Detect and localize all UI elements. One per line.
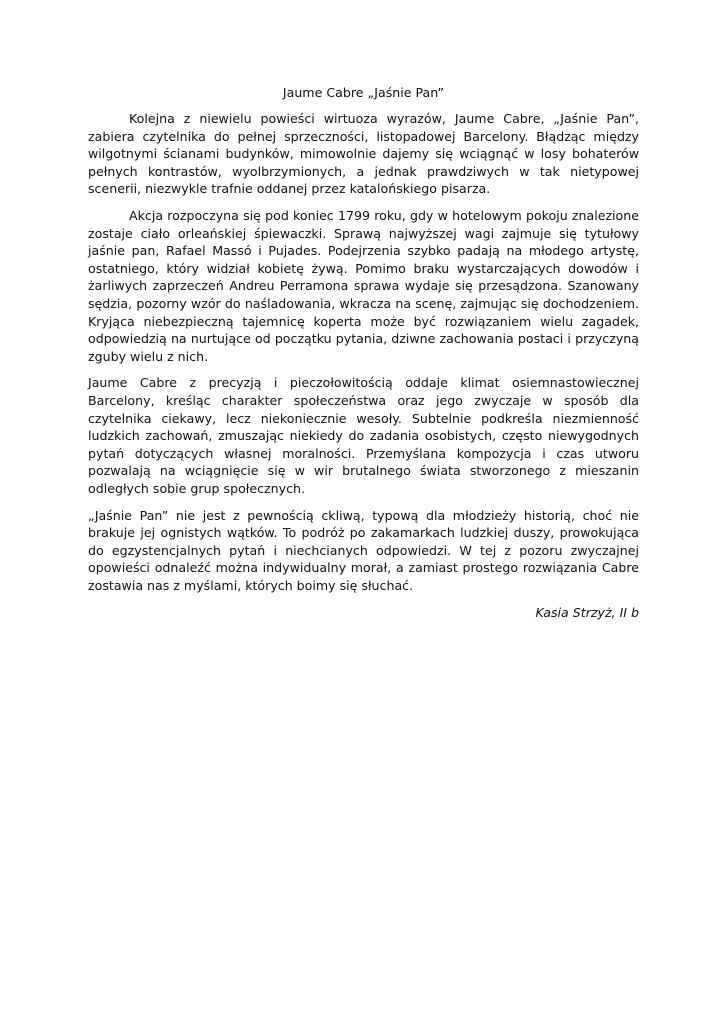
paragraph-plot: Akcja rozpoczyna się pod koniec 1799 roku, gdy w hotelowym pokoju znalezione zostaje ciało orleańskiej śpiewaczki. Sprawą najwyższej wagi zajmuje się tytułowy jaśnie pan, Rafael Massó i Pujades. Podejrzenia szybko padają na młodego artystę, ostatniego, który widział kobietę żywą. Pomimo braku wystarczających dowodów i żarliwych zaprzeczeń Andreu Perramona sprawa wydaje się przesądzona. Szanowany sędzia, pozorny wzór do naśladowania, wkracza na scenę, zajmując się dochodzeniem. Kryjąca niebezpieczną tajemnicę koperta może być rozwiązaniem wielu zagadek, odpowiedzią na nurtujące od początku pytania, dziwne zachowania postaci i przyczyną zguby wielu z nich. <box>88 208 639 364</box>
document-page <box>88 84 639 621</box>
paragraph-intro: Kolejna z niewielu powieści wirtuoza wyrazów, Jaume Cabre, „Jaśnie Pan”, zabiera czytelnika do pełnej sprzeczności, listopadowej Barcelony. Błądząc między wilgotnymi ścianami budynków, mimowolnie dajemy się wciągnąć w losy bohaterów pełnych kontrastów, wyolbrzymionych, a jednak prawdziwych w tak nietypowej scenerii, niezwykle trafnie oddanej przez katalońskiego pisarza. <box>88 111 639 197</box>
paragraph-style: Jaume Cabre z precyzją i pieczołowitością oddaje klimat osiemnastowiecznej Barcelony, kreśląc charakter społeczeństwa oraz jego zwyczaje w sposób dla czytelnika ciekawy, lecz niekoniecznie wesoły. Subtelnie podkreśla niezmienność ludzkich zachowań, zmuszając niekiedy do zadania osobistych, często niewygodnych pytań dotyczących własnej moralności. Przemyślana kompozycja i czas utworu pozwalają na wciągnięcie się w wir brutalnego świata stworzonego z mieszanin odległych sobie grup społecznych. <box>88 375 639 496</box>
document-title: Jaume Cabre „Jaśnie Pan” <box>282 85 445 100</box>
paragraph-conclusion: „Jaśnie Pan” nie jest z pewnością ckliwą, typową dla młodzieży historią, choć nie brakuje jej ognistych wątków. To podróż po zakamarkach ludzkiej duszy, prowokująca do egzystencjalnych pytań i niechcianych odpowiedzi. W tej z pozoru zwyczajnej opowieści odnaleźć można indywidualny morał, a zamiast prostego rozwiązania Cabre zostawia nas z myślami, których boimy się słuchać. <box>88 507 639 593</box>
author-signature: Kasia Strzyż, II b <box>535 604 639 620</box>
